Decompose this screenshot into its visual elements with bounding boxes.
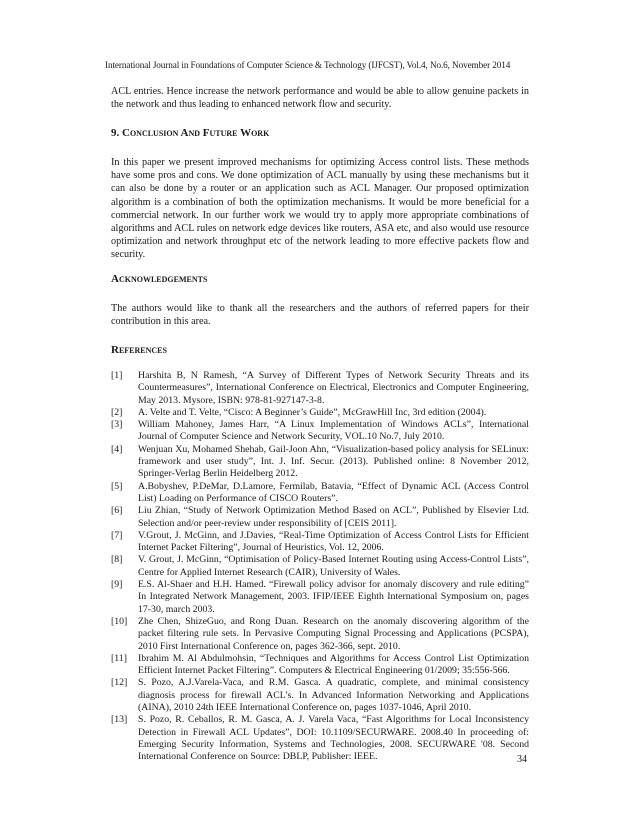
intro-paragraph: ACL entries. Hence increase the network performance and would be able to allow genuine packets in the network and thus leading to enhanced network flow and security.	[111, 86, 529, 111]
reference-number: [13]	[111, 714, 128, 726]
reference-number: [3]	[111, 419, 123, 431]
reference-text: V. Grout, J. McGinn, “Optimisation of Policy-Based Internet Routing using Access-Control Lists”, Centre for Applied Internet Research (CAIR), University of Wales.	[138, 554, 529, 578]
reference-item	[111, 677, 529, 714]
reference-number: [4]	[111, 443, 123, 455]
reference-item	[111, 505, 529, 530]
reference-text: Zhe Chen, ShizeGuo, and Rong Duan. Research on the anomaly discovering algorithm of the packet filtering rule sets. In Pervasive Computing Signal Processing and Applications (PCSPA), 2010 First International Conference on, pages 362-366, sept. 2010.	[138, 615, 529, 652]
acknowledgements-paragraph: The authors would like to thank all the researchers and the authors of referred papers for their contribution in this area.	[111, 303, 529, 328]
reference-text: William Mahoney, James Harr, “A Linux Implementation of Windows ACLs”, International Journal of Computer Science and Network Security, VOL.10 No.7, July 2010.	[138, 419, 529, 443]
reference-text: Wenjuan Xu, Mohamed Shehab, Gail-Joon Ahn, “Visualization-based policy analysis for SELinux: framework and user study”, Int. J. Inf. Secur. (2013). Published online: 8 November 2012, Springer-Verlag Berlin Heidelberg 2012.	[138, 443, 529, 480]
reference-item	[111, 370, 529, 407]
reference-item	[111, 444, 529, 481]
reference-number: [7]	[111, 529, 123, 541]
reference-number: [6]	[111, 505, 123, 517]
page-number: 34	[517, 754, 527, 765]
reference-item	[111, 653, 529, 678]
reference-number: [1]	[111, 370, 123, 381]
references-heading: References	[111, 344, 167, 356]
reference-number: [12]	[111, 677, 128, 689]
reference-text: Harshita B, N Ramesh, “A Survey of Different Types of Network Security Threats and its Countermeasures”, International Conference on Electrical, Electronics and Computer Engineering, May 2013. Mysore, ISBN: 978-81-927147-3-8.	[138, 370, 529, 406]
reference-number: [10]	[111, 615, 128, 627]
reference-item	[111, 714, 529, 763]
reference-text: Liu Zhian, “Study of Network Optimization Method Based on ACL”, Published by Elsevier Ltd. Selection and/or peer-review under responsibility of [CEIS 2011].	[138, 505, 529, 529]
reference-text: A.Bobyshev, P.DeMar, D.Lamore, Fermilab, Batavia, “Effect of Dynamic ACL (Access Control List) Loading on Performance of CISCO Routers”.	[138, 480, 529, 504]
reference-text: E.S. Al-Shaer and H.H. Hamed. “Firewall policy advisor for anomaly discovery and rule editing” In Integrated Network Management, 2003. IFIP/IEEE Eighth International Symposium on, pages 17-30, march 2003.	[138, 579, 529, 615]
reference-list	[111, 370, 529, 764]
reference-item	[111, 530, 529, 555]
reference-number: [11]	[111, 652, 127, 664]
conclusion-heading: 9. Conclusion And Future Work	[111, 127, 270, 139]
reference-item	[111, 554, 529, 579]
reference-text: Ibrahim M. Al Abdulmohsin, “Techniques and Algorithms for Access Control List Optimization Efficient Internet Packet Filtering”. Computers & Electrical Engineering 01/2009; 35:556-566.	[138, 652, 529, 677]
reference-text: A. Velte and T. Velte, “Cisco: A Beginner’s Guide”, McGrawHill Inc, 3rd edition (2004).	[138, 406, 487, 418]
running-header: International Journal in Foundations of Computer Science & Technology (IJFCST), Vol.4, No.6, November 2014	[105, 60, 511, 70]
reference-text: V.Grout, J. McGinn, and J.Davies, “Real-Time Optimization of Access Control Lists for Efficient Internet Packet Filtering”, Journal of Heuristics, Vol. 12, 2006.	[138, 529, 529, 554]
reference-item	[111, 616, 529, 653]
conclusion-paragraph: In this paper we present improved mechanisms for optimizing Access control lists. These methods have some pros and cons. We done optimization of ACL manually by using these mechanisms but it can also be done by a router or an application such as ACL Manager. Our proposed optimization algorithm is a combination of both the optimization mechanisms. It would be more beneficial for a commercial network. In our further work we would try to apply more appropriate combinations of algorithms and ACL rules on network edge devices like routers, ASA etc, and also would use resource optimization and network throughput etc of the network leading to more effective packets flow and security.	[111, 157, 529, 261]
reference-number: [2]	[111, 406, 123, 418]
reference-item	[111, 481, 529, 506]
acknowledgements-heading: Acknowledgements	[111, 273, 208, 285]
reference-text: S. Pozo, A.J.Varela-Vaca, and R.M. Gasca. A quadratic, complete, and minimal consistency diagnosis process for firewall ACL’s. In Advanced Information Networking and Applications (AINA), 2010 24th IEEE International Conference on, pages 1037-1046, April 2010.	[138, 677, 529, 714]
reference-text: S. Pozo, R. Ceballos, R. M. Gasca, A. J. Varela Vaca, “Fast Algorithms for Local Inconsistency Detection in Firewall ACL Updates”, DOI: 10.1109/SECURWARE. 2008.40 In proceeding of: Emerging Security Information, Systems and Technologies, 2008. SECURWARE '08. Second International Conference on Source: DBLP, Publisher: IEEE.	[138, 714, 529, 763]
reference-number: [8]	[111, 554, 123, 566]
reference-item	[111, 407, 529, 419]
reference-item	[111, 579, 529, 616]
reference-number: [5]	[111, 480, 123, 492]
reference-number: [9]	[111, 579, 123, 591]
reference-item	[111, 419, 529, 444]
